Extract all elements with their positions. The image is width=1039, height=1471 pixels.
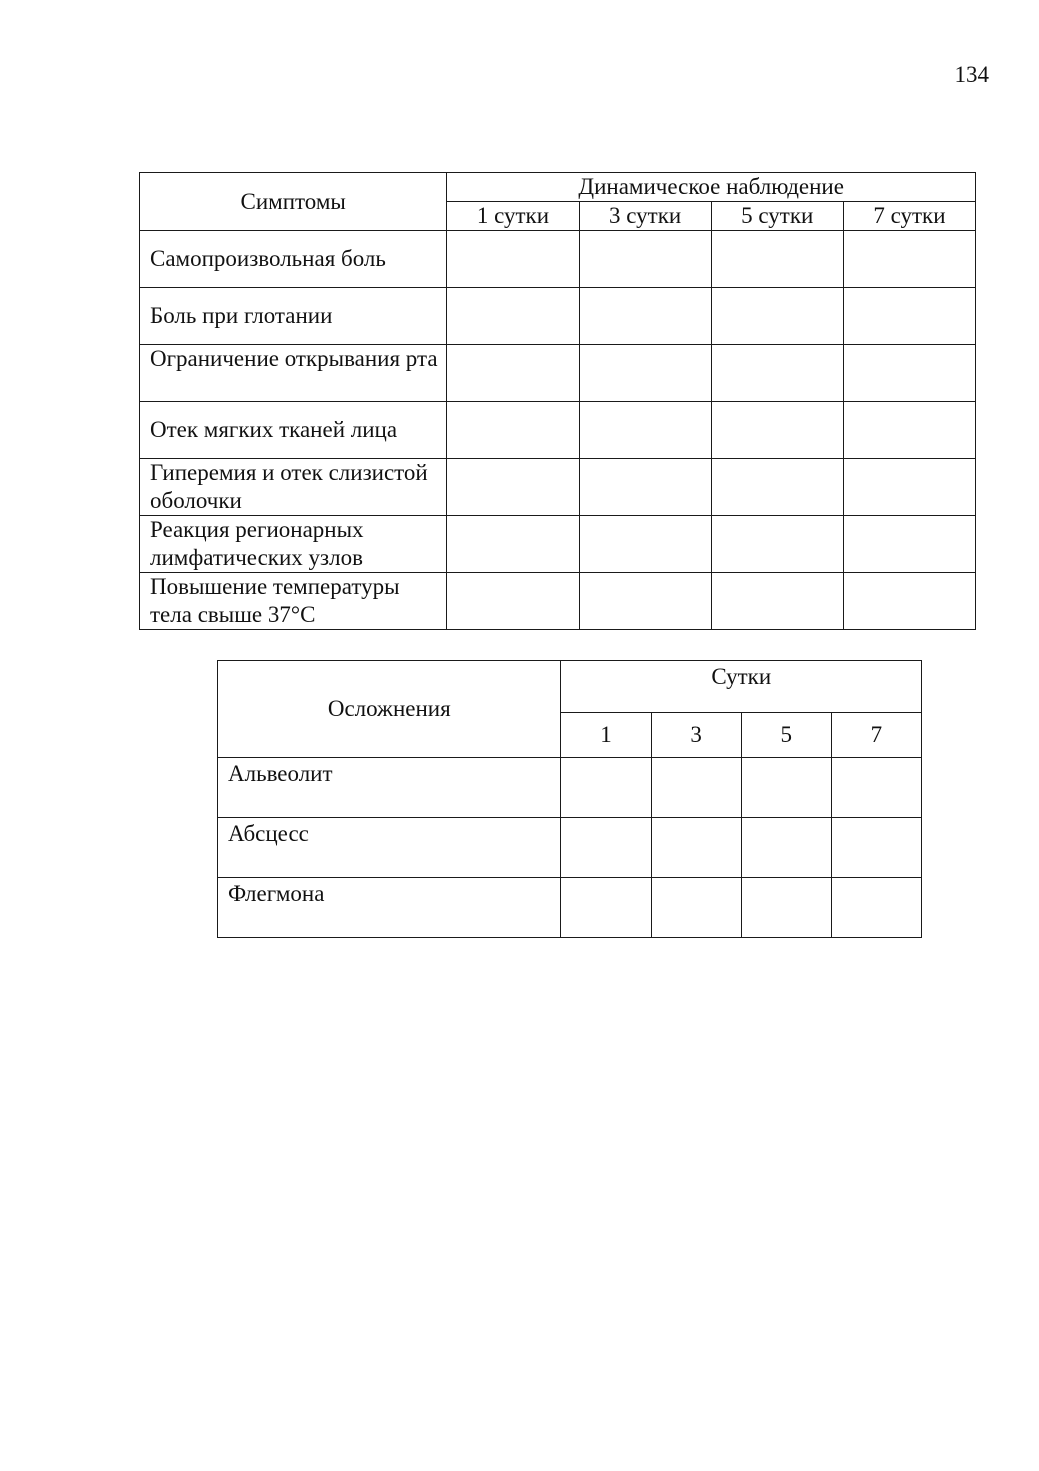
table-cell <box>447 573 579 630</box>
header-day-3: 3 сутки <box>579 202 711 231</box>
table-row <box>140 516 976 573</box>
complication-label: Абсцесс <box>218 818 561 878</box>
table-cell <box>711 402 843 459</box>
table-cell <box>447 516 579 573</box>
header-days: Сутки <box>561 661 922 713</box>
header-symptoms: Симптомы <box>140 173 447 231</box>
table-cell <box>741 758 831 818</box>
table-cell <box>843 459 975 516</box>
table-cell <box>711 459 843 516</box>
symptoms-table <box>139 172 976 630</box>
table-cell <box>447 459 579 516</box>
table-cell <box>711 231 843 288</box>
table-cell <box>579 459 711 516</box>
table-row <box>140 573 976 630</box>
header-day-1: 1 сутки <box>447 202 579 231</box>
header-day-3: 3 <box>651 713 741 758</box>
header-day-5: 5 сутки <box>711 202 843 231</box>
table-cell <box>561 878 651 938</box>
complications-table <box>217 660 922 938</box>
table-cell <box>651 878 741 938</box>
table-cell <box>711 516 843 573</box>
table-row <box>140 288 976 345</box>
table-row <box>140 231 976 288</box>
table-row <box>218 758 922 818</box>
symptom-label: Боль при глотании <box>140 288 447 345</box>
header-day-7: 7 сутки <box>843 202 975 231</box>
table-row <box>218 818 922 878</box>
table-cell <box>651 758 741 818</box>
symptom-label: Повышение температуры тела свыше 37°С <box>140 573 447 630</box>
table-cell <box>579 288 711 345</box>
table-cell <box>843 231 975 288</box>
table-cell <box>831 818 921 878</box>
table-cell <box>843 288 975 345</box>
complication-label: Альвеолит <box>218 758 561 818</box>
header-dynamic-observation: Динамическое наблюдение <box>447 173 976 202</box>
symptom-label: Гиперемия и отек слизистой оболочки <box>140 459 447 516</box>
header-complications: Осложнения <box>218 661 561 758</box>
header-day-1: 1 <box>561 713 651 758</box>
symptom-label: Реакция регионарных лимфатических узлов <box>140 516 447 573</box>
table-cell <box>843 573 975 630</box>
page-number: 134 <box>954 62 989 87</box>
table-cell <box>651 818 741 878</box>
table-cell <box>579 516 711 573</box>
table-cell <box>447 345 579 402</box>
table-cell <box>579 573 711 630</box>
table-cell <box>711 345 843 402</box>
table-row <box>140 345 976 402</box>
table-cell <box>741 818 831 878</box>
symptom-label: Самопроизвольная боль <box>140 231 447 288</box>
table-cell <box>561 818 651 878</box>
symptom-label: Отек мягких тканей лица <box>140 402 447 459</box>
header-day-5: 5 <box>741 713 831 758</box>
table-cell <box>447 288 579 345</box>
table-cell <box>711 573 843 630</box>
table-row <box>140 459 976 516</box>
table-cell <box>579 402 711 459</box>
symptom-label: Ограничение открывания рта <box>140 345 447 402</box>
table-cell <box>579 345 711 402</box>
complication-label: Флегмона <box>218 878 561 938</box>
header-day-7: 7 <box>831 713 921 758</box>
table-cell <box>579 231 711 288</box>
table-cell <box>843 402 975 459</box>
table-row <box>218 878 922 938</box>
table-cell <box>843 516 975 573</box>
table-cell <box>711 288 843 345</box>
table-cell <box>561 758 651 818</box>
table-cell <box>447 402 579 459</box>
table-row <box>140 402 976 459</box>
table-cell <box>447 231 579 288</box>
table-cell <box>831 758 921 818</box>
table-cell <box>831 878 921 938</box>
table-cell <box>741 878 831 938</box>
table-cell <box>843 345 975 402</box>
